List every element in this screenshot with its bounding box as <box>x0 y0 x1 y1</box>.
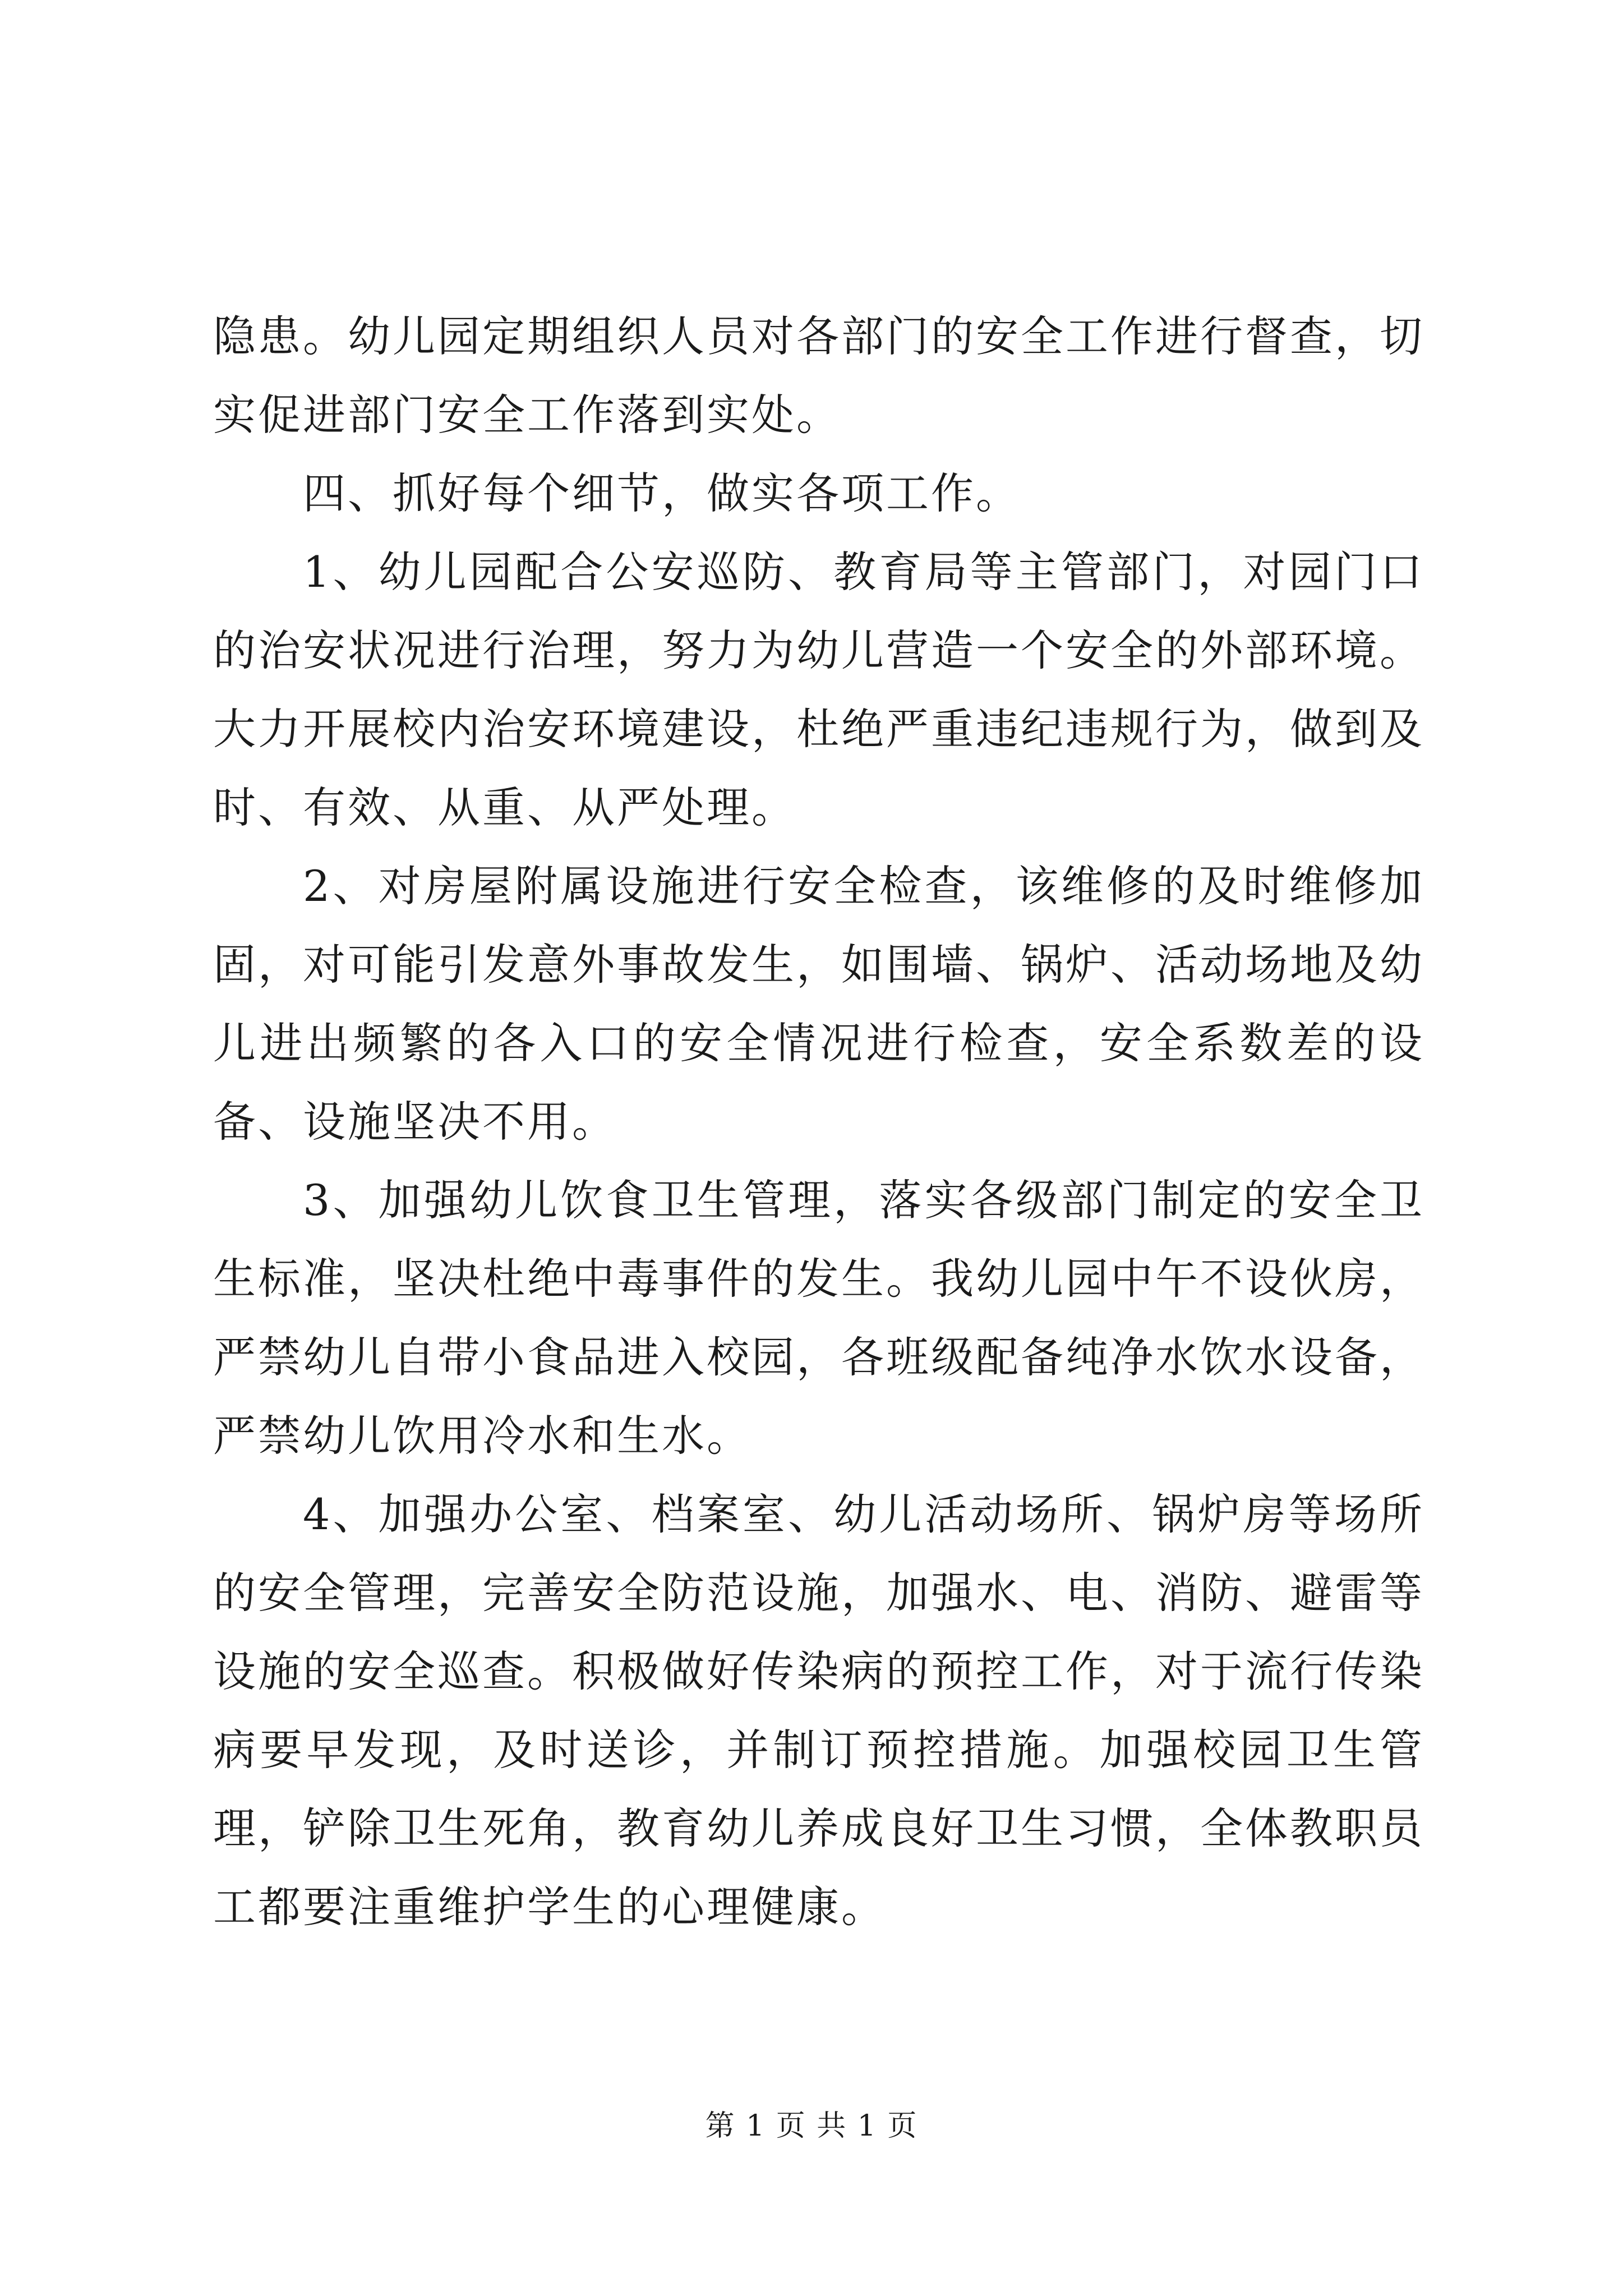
page-footer: 第 1 页 共 1 页 <box>705 2109 918 2143</box>
paragraph-item-4: 4、加强办公室、档案室、幼儿活动场所、锅炉房等场所的安全管理，完善安全防范设施，加强水、电、消防、避雷等设施的安全巡查。积极做好传染病的预控工作，对于流行传染病要早发现，及时送诊，并制订预控措施。加强校园卫生管理，铲除卫生死角，教育幼儿养成良好卫生习惯，全体教职员工都要注重维护学生的心理健康。 <box>213 1489 1424 1932</box>
document-body <box>213 297 1424 1947</box>
paragraph-item-1: 1、幼儿园配合公安巡防、教育局等主管部门，对园门口的治安状况进行治理，努力为幼儿营造一个安全的外部环境。大力开展校内治安环境建设，杜绝严重违纪违规行为，做到及时、有效、从重、从严处理。 <box>213 547 1424 832</box>
paragraph-item-3: 3、加强幼儿饮食卫生管理，落实各级部门制定的安全卫生标准，坚决杜绝中毒事件的发生。我幼儿园中午不设伙房，严禁幼儿自带小食品进入校园，各班级配备纯净水饮水设备，严禁幼儿饮用冷水和生水。 <box>213 1175 1424 1461</box>
paragraph-item-2: 2、对房屋附属设施进行安全检查，该维修的及时维修加固，对可能引发意外事故发生，如围墙、锅炉、活动场地及幼儿进出频繁的各入口的安全情况进行检查，安全系数差的设备、设施坚决不用。 <box>213 861 1424 1147</box>
paragraph-continuation: 隐患。幼儿园定期组织人员对各部门的安全工作进行督查，切实促进部门安全工作落到实处。 <box>213 311 1424 440</box>
section-heading-four: 四、抓好每个细节，做实各项工作。 <box>303 468 1021 518</box>
